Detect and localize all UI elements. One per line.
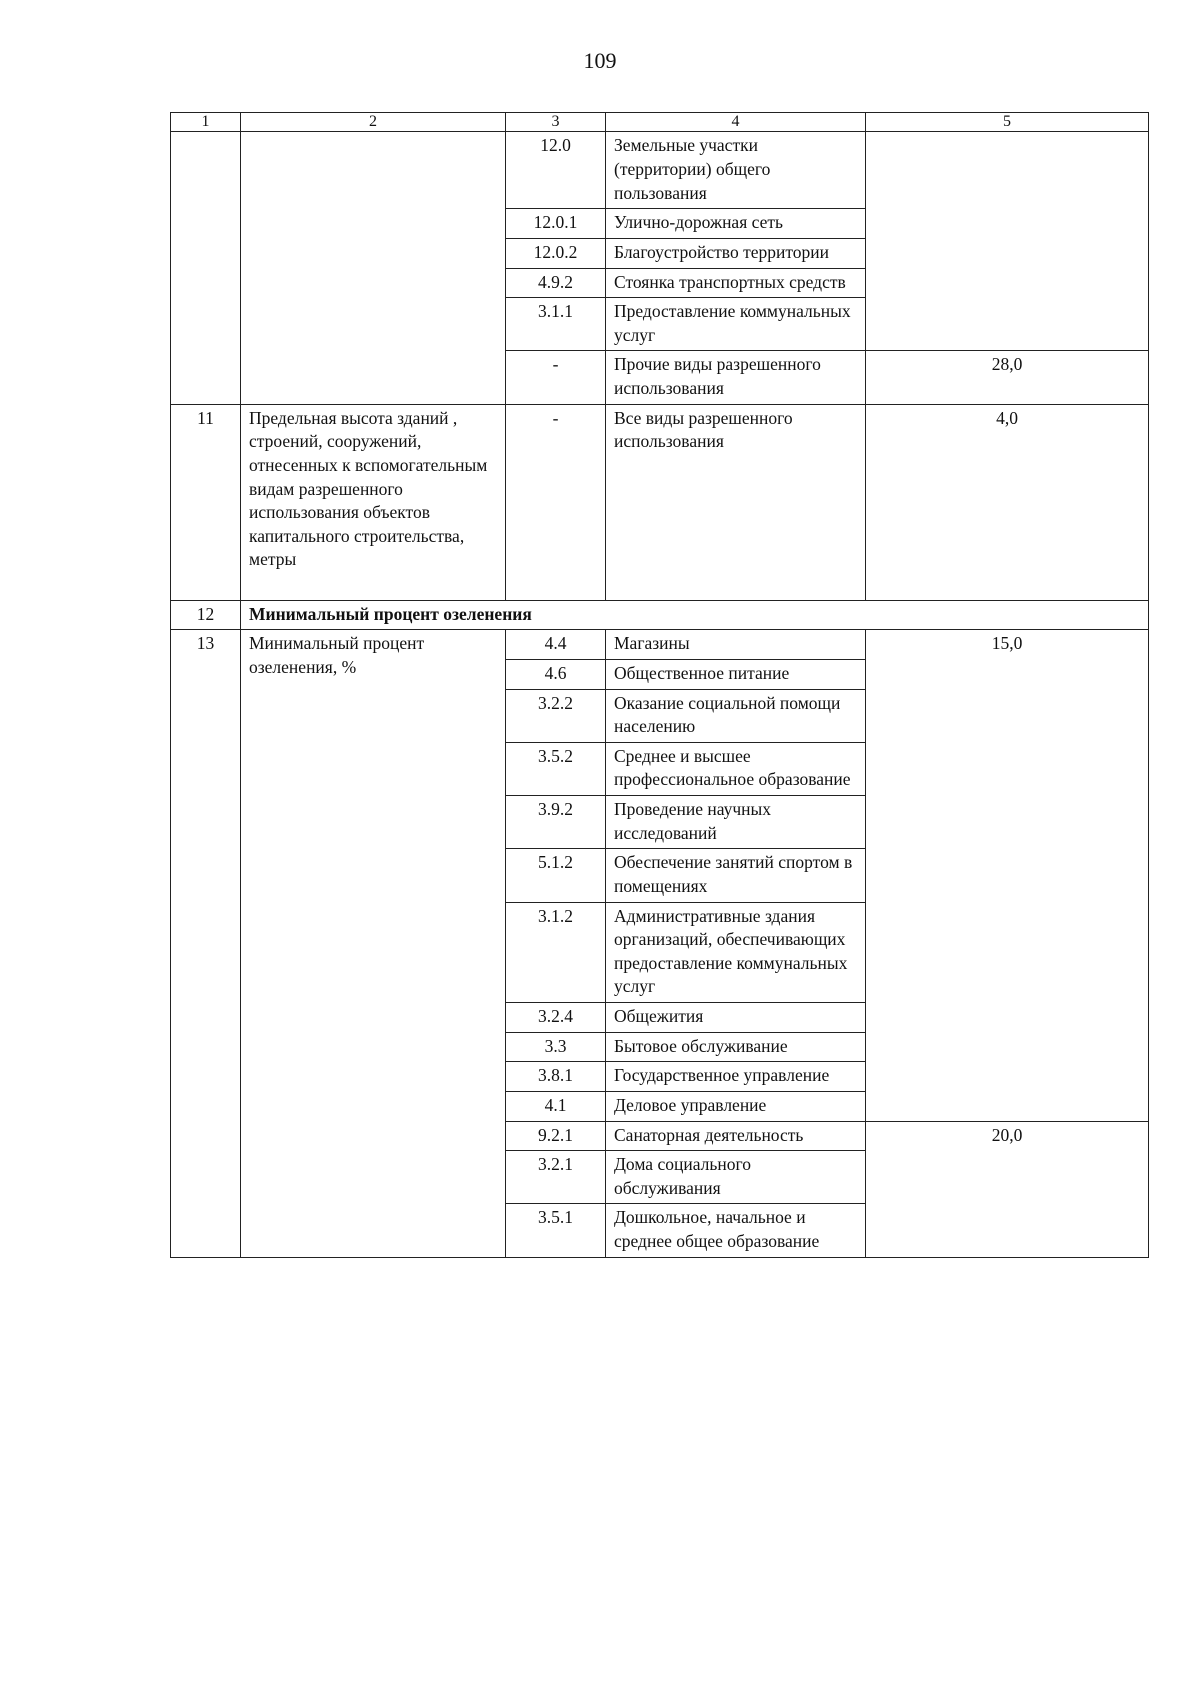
column-number-1: 1	[171, 113, 241, 132]
table-row	[171, 404, 1149, 600]
use-name: Обеспечение занятий спортом в помещениях	[606, 849, 866, 902]
use-code: 12.0.1	[506, 209, 606, 239]
use-name: Санаторная деятельность	[606, 1121, 866, 1151]
section-title: Минимальный процент озеленения	[241, 600, 1149, 630]
use-code: -	[506, 351, 606, 404]
use-name: Среднее и высшее профессиональное образование	[606, 742, 866, 795]
value-cell	[866, 132, 1149, 351]
use-code: 4.9.2	[506, 268, 606, 298]
use-code: 3.2.4	[506, 1003, 606, 1033]
use-code: 3.3	[506, 1032, 606, 1062]
use-code: 4.1	[506, 1091, 606, 1121]
use-name: Прочие виды разрешенного использования	[606, 351, 866, 404]
use-name: Дошкольное, начальное и среднее общее образование	[606, 1204, 866, 1257]
use-code: 12.0.2	[506, 238, 606, 268]
table-row	[171, 630, 1149, 660]
table-row	[171, 132, 1149, 209]
use-name: Общественное питание	[606, 659, 866, 689]
use-name: Магазины	[606, 630, 866, 660]
use-code: 3.5.2	[506, 742, 606, 795]
use-name: Дома социального обслуживания	[606, 1151, 866, 1204]
use-code: 3.1.1	[506, 298, 606, 351]
use-code: 3.2.2	[506, 689, 606, 742]
row-number: 13	[171, 630, 241, 1257]
column-number-header-row	[171, 113, 1149, 132]
use-name: Государственное управление	[606, 1062, 866, 1092]
use-name: Проведение научных исследований	[606, 796, 866, 849]
use-name: Предоставление коммунальных услуг	[606, 298, 866, 351]
use-code: 4.6	[506, 659, 606, 689]
use-code: 5.1.2	[506, 849, 606, 902]
row-number: 12	[171, 600, 241, 630]
use-code: -	[506, 404, 606, 600]
zoning-parameters-table	[170, 112, 1149, 1258]
column-number-4: 4	[606, 113, 866, 132]
use-code: 12.0	[506, 132, 606, 209]
column-number-5: 5	[866, 113, 1149, 132]
row-number: 11	[171, 404, 241, 600]
use-name: Все виды разрешенного использования	[606, 404, 866, 600]
use-code: 4.4	[506, 630, 606, 660]
page-number: 109	[583, 48, 617, 73]
use-name: Общежития	[606, 1003, 866, 1033]
value-cell: 4,0	[866, 404, 1149, 600]
row-number-cell	[171, 132, 241, 404]
use-name: Административные здания организаций, обеспечивающих предоставление коммунальных услуг	[606, 902, 866, 1003]
column-number-3: 3	[506, 113, 606, 132]
use-code: 3.9.2	[506, 796, 606, 849]
use-name: Деловое управление	[606, 1091, 866, 1121]
use-name: Земельные участки (территории) общего пользования	[606, 132, 866, 209]
use-name: Благоустройство территории	[606, 238, 866, 268]
value-cell: 15,0	[866, 630, 1149, 1121]
use-code: 3.2.1	[506, 1151, 606, 1204]
value-cell: 20,0	[866, 1121, 1149, 1257]
parameter-name: Минимальный процент озеленения, %	[241, 630, 506, 1257]
use-name: Улично-дорожная сеть	[606, 209, 866, 239]
use-name: Оказание социальной помощи населению	[606, 689, 866, 742]
use-code: 3.1.2	[506, 902, 606, 1003]
value-cell: 28,0	[866, 351, 1149, 404]
column-number-2: 2	[241, 113, 506, 132]
use-code: 3.5.1	[506, 1204, 606, 1257]
parameter-name: Предельная высота зданий , строений, сооружений, отнесенных к вспомогательным видам разрешенного использования объектов капитального строительства, метры	[241, 404, 506, 600]
use-code: 9.2.1	[506, 1121, 606, 1151]
use-name: Стоянка транспортных средств	[606, 268, 866, 298]
section-row	[171, 600, 1149, 630]
parameter-cell	[241, 132, 506, 404]
use-name: Бытовое обслуживание	[606, 1032, 866, 1062]
use-code: 3.8.1	[506, 1062, 606, 1092]
